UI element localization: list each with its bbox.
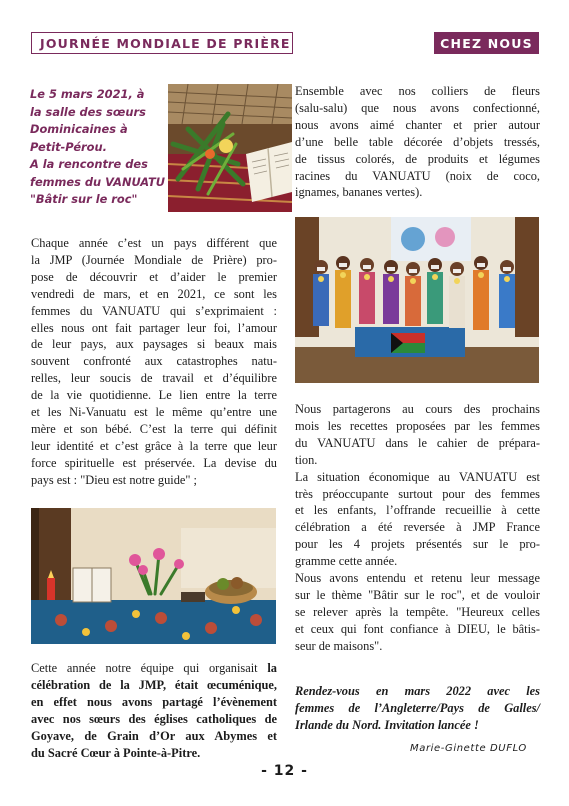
paragraph-line: pose de découvrir et d’aider le premier (31, 269, 277, 284)
intro-line: A la rencontre des (30, 157, 148, 171)
closing-line: femmes de l’Angleterre/Pays de Galles/ (295, 700, 540, 715)
section-title-box (31, 32, 293, 54)
paragraph-line: nous avons aimé chanter et prier autour (295, 117, 540, 132)
paragraph-line: vendredi de mars, et en 2021, ce sont les (31, 286, 277, 301)
closing-invitation (295, 683, 540, 734)
paragraph-line: ignames, bananes vertes). (295, 185, 423, 200)
paragraph-line: la JMP (Journée Mondiale de Prière) pro- (31, 252, 277, 267)
paragraph-line: mère et son bébé. C’est la terre qui définit (31, 421, 277, 436)
intro-line: la salle des sœurs (30, 104, 146, 119)
paragraph-line: femmes du VANUATU qui s’exprimaient : (31, 303, 277, 318)
closing-line: Rendez-vous en mars 2022 avec les (295, 684, 540, 698)
paragraph-line: d’une belle table décorée d’objets tressés, (295, 134, 540, 149)
paragraph-line: et les Ni-Vanuatu est le même qu’entre une (31, 405, 277, 420)
team-text-start: Cette année notre équipe qui organisait (31, 661, 268, 675)
paragraph-line: très préoccupante surtout pour des femmes (295, 486, 540, 501)
paragraph-line: Nous avons entendu et retenu leur message (295, 571, 540, 586)
paragraph-line: tion. (295, 452, 318, 467)
paragraph-line: (salu-salu) que nous avons confectionné, (295, 100, 540, 115)
section-title: JOURNÉE MONDIALE DE PRIÈRE (40, 35, 291, 51)
intro-line: Dominicaines à (30, 122, 128, 136)
intro-line: Le 5 mars 2021, à (30, 87, 145, 101)
paragraph-line: mois les recettes proposées par les femmes (295, 418, 540, 433)
paragraph-line: se relever après la tempête. "Heureux celles (295, 604, 540, 619)
right-paragraph-2 (295, 401, 540, 655)
paragraph-line: relles, leur soucis de travail et d’équilibre (31, 371, 277, 386)
closing-line: Irlande du Nord. Invitation lancée ! (295, 717, 479, 732)
intro-line: Petit-Pérou. (30, 139, 107, 154)
paragraph-line: célébration de la JMP, était œcuménique, (31, 677, 277, 692)
paragraph-line: Goyave, de Grain d’Or aux Abymes et (31, 728, 277, 743)
paragraph-line: avec nos sœurs des églises catholiques de (31, 711, 277, 726)
team-paragraph (31, 660, 277, 761)
paragraph-line: Chaque année c’est un pays différent que (31, 236, 277, 250)
paragraph-line: souvent confronté aux catastrophes natu- (31, 354, 277, 369)
left-paragraph (31, 235, 277, 489)
paragraph-line: La situation économique au VANUATU est (295, 469, 540, 484)
paragraph-line: de tissus colorés, de produits et légumes (295, 151, 540, 166)
intro-line: "Bâtir sur le roc" (30, 192, 138, 206)
paragraph-line: elles nous ont fait partager leur foi, l’amour (31, 320, 277, 335)
paragraph-line: du Sacré Cœur à Pointe-à-Pitre. (31, 745, 201, 760)
page-number: - 12 - (261, 763, 308, 779)
paragraph-line: célébration a été reversée à JMP France (295, 520, 540, 535)
right-paragraph-1 (295, 83, 540, 201)
paragraph-line: racines du VANUATU (noix de coco, (295, 168, 540, 183)
paragraph-line: en effet nous avons partagé l’évènement (31, 694, 277, 709)
intro-line: femmes du VANUATU (30, 174, 165, 189)
paragraph-line: de leur pays, aux paysages si beaux mais (31, 337, 277, 352)
paragraph-line: et les enfants, l’offrande recueillie à cette (295, 503, 540, 518)
paragraph-line: force spirituelle est préservée. La devise du (31, 455, 277, 470)
author-signature: Marie-Ginette DUFLO (410, 743, 527, 754)
paragraph-line: Ensemble avec nos colliers de fleurs (295, 84, 540, 98)
paragraph-line: du VANUATU dans le cahier de prépara- (295, 435, 540, 450)
paragraph-line: sur le thème "Bâtir sur le roc", et de vouloir (295, 587, 540, 602)
paragraph-line: de la vie quotidienne. Le lien entre la terre (31, 388, 277, 403)
paragraph-line (31, 660, 277, 677)
paragraph-line: Nous partagerons au cours des prochains (295, 402, 540, 416)
paragraph-line: seur de maisons". (295, 638, 383, 653)
paragraph-line: pays est : "Dieu est notre guide" ; (31, 472, 197, 487)
altar-table-photo (31, 508, 276, 644)
intro-caption (30, 86, 165, 209)
paragraph-line: gramme cette année. (295, 554, 398, 569)
paragraph-line: et ceux qui font confiance à DIEU, le bâtis- (295, 621, 540, 636)
category-label: CHEZ NOUS (440, 35, 533, 51)
group-photo (295, 217, 539, 383)
paragraph-line: leur identité et c’est grâce à la terre que leur (31, 438, 277, 453)
team-text-bold-start: la (267, 661, 277, 675)
category-badge (434, 32, 539, 54)
table-decoration-photo (168, 84, 292, 212)
paragraph-line: pour les 4 projets présentés sur le pro- (295, 537, 540, 552)
